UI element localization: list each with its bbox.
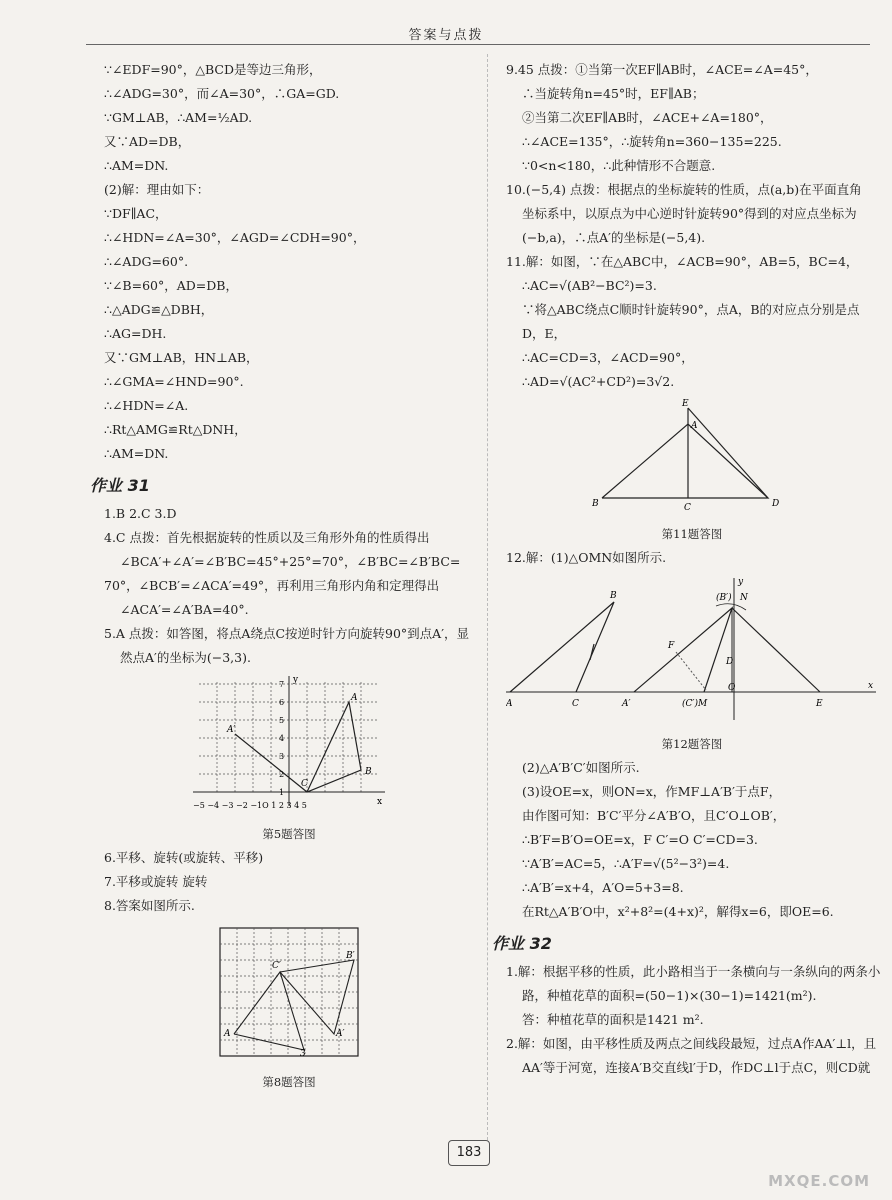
text-line: ∴当旋转角n=45°时，EF∥AB；	[522, 86, 705, 101]
figure-12-caption: 第12题答图	[661, 737, 723, 751]
fig11-label-A: A	[691, 421, 698, 431]
text-line: 70°，∠BCB′=∠ACA′=49°，再利用三角形内角和定理得出	[104, 578, 440, 593]
right-lines-b	[506, 756, 878, 924]
fig8-label-A: A	[224, 1029, 231, 1039]
right-lines-a	[506, 58, 878, 394]
left-top-lines	[104, 58, 474, 466]
text-line: (2)解：理由如下：	[104, 182, 210, 197]
fig5-label-B: B	[365, 767, 372, 777]
fig12-label-F: F	[668, 641, 675, 651]
figure-5-svg	[189, 674, 389, 814]
section-title-31: 作业 31	[90, 476, 150, 495]
fig5-y-ticks	[279, 680, 284, 797]
text-line: ∵DF∥AC，	[104, 206, 168, 221]
fig12-label-E: E	[816, 699, 823, 709]
right-column	[492, 58, 881, 1080]
text-line: ∵A′B′=AC=5，∴A′F=√(5²−3²)=4.	[522, 856, 730, 871]
fig12-label-N: N	[740, 593, 748, 603]
text-line: 1.解：根据平移的性质，此小路相当于一条横向与一条纵向的两条小	[506, 964, 881, 979]
fig5-y-tick: 4	[279, 734, 285, 743]
fig12-x-label: x	[868, 681, 874, 691]
text-line: 7.平移或旋转 旋转	[104, 874, 208, 889]
fig12-label-B-prime: (B′)	[716, 593, 732, 603]
fig5-y-tick: 3	[279, 752, 285, 761]
text-line: 10.(−5,4) 点拨：根据点的坐标旋转的性质，点(a,b)在平面直角	[506, 182, 862, 197]
text-line: 然点A′的坐标为(−3,3).	[120, 650, 251, 665]
page-header: 答案与点拨	[408, 28, 484, 43]
fig12-label-A: A	[506, 699, 513, 709]
text-line: ∴∠HDN=∠A=30°，∠AGD=∠CDH=90°，	[104, 230, 366, 245]
figure-11	[592, 398, 792, 546]
text-line: 坐标系中，以原点为中心逆时针旋转90°得到的对应点坐标为	[522, 206, 857, 221]
text-line: 路，种植花草的面积=(50−1)×(30−1)=1421(m²).	[522, 988, 817, 1003]
text-line: ∠ACA′=∠A′BA=40°.	[120, 602, 249, 617]
figure-12-svg	[506, 574, 878, 724]
figure-11-svg	[592, 398, 792, 514]
text-line: ∵GM⊥AB，∴AM=½AD.	[104, 110, 253, 125]
fig11-label-B: B	[592, 499, 599, 509]
text-line-12: 12.解：(1)△OMN如图所示.	[506, 550, 667, 565]
text-line: (3)设OE=x，则ON=x，作MF⊥A′B′于点F，	[522, 784, 782, 799]
text-line: 4.C 点拨：首先根据旋转的性质以及三角形外角的性质得出	[104, 530, 430, 545]
figure-12	[506, 574, 878, 756]
fig5-x-ticks: −5 −4 −3 −2 −1O 1 2 3 4 5	[193, 801, 307, 810]
text-line: 8.答案如图所示.	[104, 898, 195, 913]
text-line: 6.平移、旋转(或旋转、平移)	[104, 850, 264, 865]
fig8-label-B-prime: B′	[346, 951, 355, 961]
fig8-label-A-prime: A′	[336, 1029, 345, 1039]
watermark-url: MXQE.COM	[768, 1172, 870, 1190]
text-line: ∵∠EDF=90°，△BCD是等边三角形，	[104, 62, 322, 77]
text-line: ∴∠ACE=135°，∴旋转角n=360−135=225.	[522, 134, 782, 149]
text-line: ∵0<n<180，∴此种情形不合题意.	[522, 158, 716, 173]
fig5-label-C: C	[301, 779, 308, 789]
text-line: ∴AC=CD=3，∠ACD=90°，	[522, 350, 694, 365]
text-line: ∴AC=√(AB²−BC²)=3.	[522, 278, 657, 293]
text-line: ∴AM=DN.	[104, 158, 169, 173]
fig12-label-D: D	[726, 657, 734, 667]
hw31-lines	[104, 502, 474, 670]
text-line: (−b,a)，∴点A′的坐标是(−5,4).	[522, 230, 706, 245]
text-line: ∴AG=DH.	[104, 326, 167, 341]
text-line: ∴A′B′=x+4，A′O=5+3=8.	[522, 880, 684, 895]
text-line: ∴Rt△AMG≌Rt△DNH，	[104, 422, 247, 437]
text-line: ∠BCA′+∠A′=∠B′BC=45°+25°=70°，∠B′BC=∠B′BC=	[120, 554, 461, 569]
text-line: ∴∠HDN=∠A.	[104, 398, 189, 413]
text-line: ∴∠GMA=∠HND=90°.	[104, 374, 244, 389]
text-line: ∴∠ADG=60°.	[104, 254, 189, 269]
hw32-lines	[506, 960, 881, 1080]
after-fig5-lines	[104, 846, 474, 918]
fig5-y-tick: 2	[279, 770, 285, 779]
text-line: ∴△ADG≌△DBH，	[104, 302, 214, 317]
fig12-label-O: O	[728, 683, 736, 693]
fig5-label-A: A	[351, 693, 358, 703]
section-title-32: 作业 32	[492, 934, 552, 953]
text-line: 2.解：如图，由平移性质及两点之间线段最短，过点A作AA′⊥l，且	[506, 1036, 877, 1051]
fig12-label-A-prime: A′	[622, 699, 631, 709]
text-line: ∴∠ADG=30°，而∠A=30°，∴GA=GD.	[104, 86, 340, 101]
text-line: ∴AD=√(AC²+CD²)=3√2.	[522, 374, 675, 389]
fig12-label-C-prime-M: (C′)M	[682, 699, 708, 709]
fig11-label-E: E	[682, 399, 689, 409]
text-line: AA′等于河宽，连接A′B交直线l′于D，作DC⊥l于点C，则CD就	[522, 1060, 871, 1075]
figure-8-svg	[214, 922, 364, 1062]
text-line: 1.B 2.C 3.D	[104, 506, 177, 521]
text-line: (2)△A′B′C′如图所示.	[522, 760, 640, 775]
fig11-label-D: D	[772, 499, 780, 509]
fig5-y-tick: 1	[279, 788, 285, 797]
text-line: 11.解：如图，∵在△ABC中，∠ACB=90°，AB=5，BC=4，	[506, 254, 859, 269]
header-rule	[86, 44, 870, 45]
page-number: 183	[448, 1140, 490, 1166]
text-line: ②当第二次EF∥AB时，∠ACE+∠A=180°，	[522, 110, 773, 125]
column-divider	[487, 54, 488, 1140]
fig12-y-label: y	[738, 577, 744, 587]
text-line: ∵∠B=60°，AD=DB，	[104, 278, 238, 293]
fig5-y-tick: 5	[279, 716, 285, 725]
fig5-label-A-prime: A′	[227, 725, 236, 735]
text-line: ∴AM=DN.	[104, 446, 169, 461]
figure-8-caption: 第8题答图	[262, 1075, 316, 1089]
fig8-label-C-prime: C′	[272, 961, 281, 971]
figure-8	[214, 922, 364, 1094]
figure-5-caption: 第5题答图	[262, 827, 316, 841]
text-line: D，E，	[522, 326, 567, 341]
text-line: ∴B′F=B′O=OE=x，F C′=O C′=CD=3.	[522, 832, 758, 847]
text-line: 答：种植花草的面积是1421 m².	[522, 1012, 704, 1027]
text-line: ∵将△ABC绕点C顺时针旋转90°，点A，B的对应点分别是点	[522, 302, 860, 317]
fig5-x-label: x	[377, 797, 383, 807]
text-line: 在Rt△A′B′O中，x²+8²=(4+x)²，解得x=6，即OE=6.	[522, 904, 834, 919]
fig8-label-3: 3	[300, 1049, 306, 1059]
text-line: 9.45 点拨：①当第一次EF∥AB时，∠ACE=∠A=45°，	[506, 62, 818, 77]
text-line: 5.A 点拨：如答图，将点A绕点C按逆时针方向旋转90°到点A′，显	[104, 626, 470, 641]
fig5-y-tick: 7	[279, 680, 285, 689]
fig12-label-C: C	[572, 699, 579, 709]
fig5-y-label: y	[293, 675, 299, 685]
text-line: 由作图可知：B′C′平分∠A′B′O，且C′O⊥OB′，	[522, 808, 786, 823]
figure-5	[189, 674, 389, 846]
fig5-y-tick: 6	[279, 698, 285, 707]
fig11-label-C: C	[684, 503, 691, 513]
text-line: 又∵GM⊥AB，HN⊥AB，	[104, 350, 259, 365]
figure-11-caption: 第11题答图	[661, 527, 723, 541]
text-line: 又∵AD=DB，	[104, 134, 191, 149]
fig12-label-B: B	[610, 591, 617, 601]
left-column	[90, 58, 474, 1094]
